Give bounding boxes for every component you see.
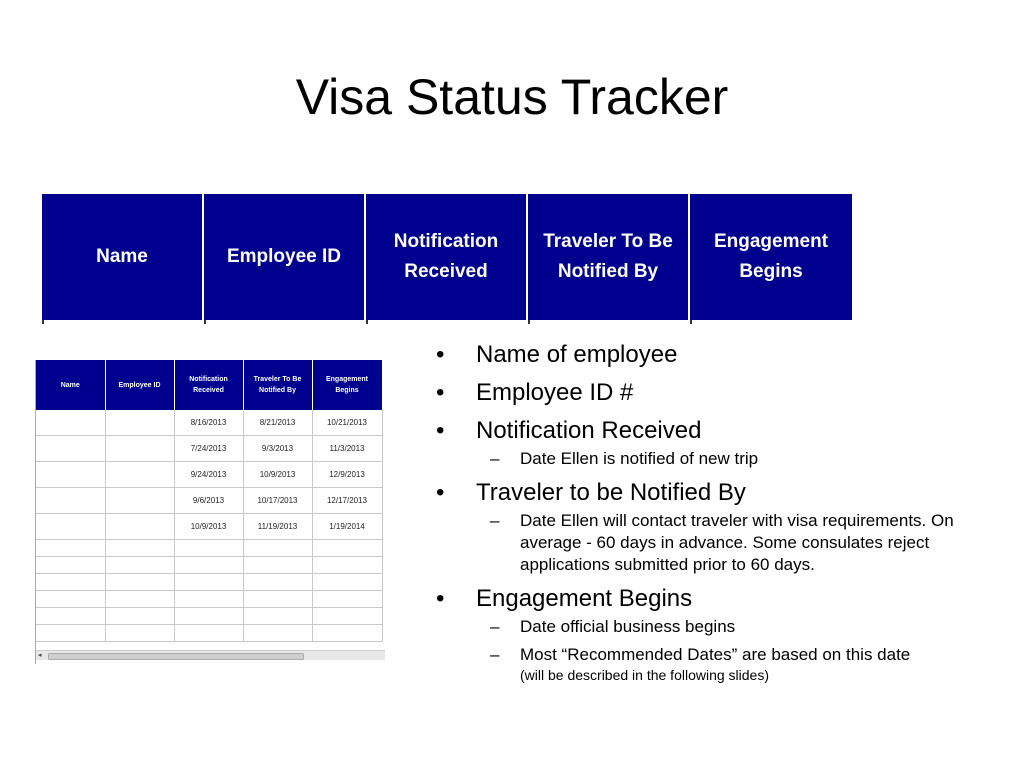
table-cell[interactable] [174,574,243,591]
footnote-text: (will be described in the following slides) [520,667,770,683]
bullet-item [436,584,1011,684]
table-cell[interactable]: 11/3/2013 [312,436,382,462]
table-cell[interactable] [36,540,105,557]
sub-bullet-item [476,510,1011,576]
table-cell[interactable] [105,625,174,642]
table-cell[interactable] [174,540,243,557]
sub-bullet-text: Date Ellen will contact traveler with visa requirements. On average - 60 days in advance. Some consulates reject applications submitted prior to 60 days. [520,511,954,574]
empty-row [36,591,382,608]
table-cell[interactable] [105,436,174,462]
sub-bullet-list [476,616,1011,684]
table-cell[interactable] [36,436,105,462]
scroll-left-arrow-icon[interactable]: ◂ [38,652,42,659]
table-cell[interactable]: 10/9/2013 [174,514,243,540]
table-cell[interactable]: 9/6/2013 [174,488,243,514]
bullet-item [436,378,1011,408]
table-cell[interactable] [174,591,243,608]
header-name: Name [42,194,204,320]
table-cell[interactable] [105,410,174,436]
bullet-list [436,340,1011,692]
table-cell[interactable]: 1/19/2014 [312,514,382,540]
bullet-item [436,340,1011,370]
bullet-text: Name of employee [476,341,678,368]
sub-bullet-item [476,448,1011,470]
table-cell[interactable] [105,514,174,540]
sub-bullet-text: Date official business begins [520,617,736,636]
table-cell[interactable]: 9/24/2013 [174,462,243,488]
table-cell[interactable] [36,514,105,540]
bullet-text: Notification Received [476,417,702,444]
table-cell[interactable] [312,540,382,557]
bullet-text: Traveler to be Notified By [476,479,746,506]
table-cell[interactable] [312,625,382,642]
bullet-text: Employee ID # [476,379,634,406]
table-row [36,488,382,514]
bullet-dot-icon: • [436,417,445,444]
table-cell[interactable] [36,591,105,608]
empty-row [36,574,382,591]
column-header: Notification Received [174,360,243,410]
sub-bullet-list [476,448,1011,470]
sub-bullet-item [476,616,1011,638]
table-cell[interactable] [36,574,105,591]
slide-title: Visa Status Tracker [295,69,729,125]
bullet-item [436,478,1011,576]
table-cell[interactable]: 10/9/2013 [243,462,312,488]
table-cell[interactable] [312,591,382,608]
dash-icon: – [490,645,500,664]
header-employee-id: Employee ID [204,194,366,320]
horizontal-scrollbar[interactable] [36,650,385,660]
sub-bullet-text: Most “Recommended Dates” are based on this date [520,645,911,664]
table-cell[interactable] [105,557,174,574]
table-cell[interactable] [36,488,105,514]
table-cell[interactable] [243,625,312,642]
sub-bullet-item [476,644,1011,684]
table-cell[interactable] [243,574,312,591]
table-header-row [36,360,382,410]
table-cell[interactable]: 10/21/2013 [312,410,382,436]
column-header: Engagement Begins [312,360,382,410]
table-row [36,514,382,540]
header-engagement-begins: Engagement Begins [713,231,829,282]
table-cell[interactable] [312,574,382,591]
bullet-dot-icon: • [436,479,445,506]
column-header: Employee ID [105,360,174,410]
table-row [36,462,382,488]
table-cell[interactable] [36,557,105,574]
tracker-table [36,360,383,642]
tracker-spreadsheet-thumbnail [35,360,384,664]
sub-bullet-list [476,510,1011,576]
table-cell[interactable] [174,557,243,574]
column-header: Name [36,360,105,410]
table-cell[interactable] [36,410,105,436]
table-cell[interactable] [243,557,312,574]
table-cell[interactable]: 9/3/2013 [243,436,312,462]
table-cell[interactable] [243,540,312,557]
bullet-dot-icon: • [436,379,445,406]
table-body [36,410,382,642]
table-cell[interactable]: 8/16/2013 [174,410,243,436]
table-cell[interactable]: 8/21/2013 [243,410,312,436]
table-cell[interactable] [36,608,105,625]
table-cell[interactable]: 7/24/2013 [174,436,243,462]
table-row [36,436,382,462]
scrollbar-thumb[interactable] [48,653,304,660]
table-cell[interactable] [312,608,382,625]
empty-row [36,540,382,557]
empty-row [36,625,382,642]
table-row [36,410,382,436]
empty-row [36,557,382,574]
table-cell[interactable]: 11/19/2013 [243,514,312,540]
table-cell[interactable]: 10/17/2013 [243,488,312,514]
bullet-dot-icon: • [436,585,445,612]
dash-icon: – [490,511,500,530]
table-cell[interactable] [105,591,174,608]
table-cell[interactable] [36,625,105,642]
table-cell[interactable] [105,488,174,514]
table-cell[interactable] [243,608,312,625]
table-cell[interactable] [312,557,382,574]
table-cell[interactable] [105,540,174,557]
bullet-item [436,416,1011,470]
tracker-header-banner [42,194,852,324]
table-cell[interactable] [174,608,243,625]
table-cell[interactable]: 12/17/2013 [312,488,382,514]
dash-icon: – [490,449,500,468]
table-cell[interactable] [174,625,243,642]
empty-row [36,608,382,625]
table-cell[interactable] [105,608,174,625]
table-cell[interactable] [105,462,174,488]
header-traveler-notified-by: Traveler To Be Notified By [528,194,690,320]
bullet-dot-icon: • [436,341,445,368]
column-separators [42,320,852,324]
sub-bullet-text: Date Ellen is notified of new trip [520,449,759,468]
bullet-text: Engagement Begins [476,585,693,612]
table-cell[interactable] [243,591,312,608]
table-cell[interactable]: 12/9/2013 [312,462,382,488]
column-header: Traveler To Be Notified By [243,360,312,410]
header-notification-received: Notification Received [366,194,528,320]
table-cell[interactable] [105,574,174,591]
table-cell[interactable] [36,462,105,488]
dash-icon: – [490,617,500,636]
